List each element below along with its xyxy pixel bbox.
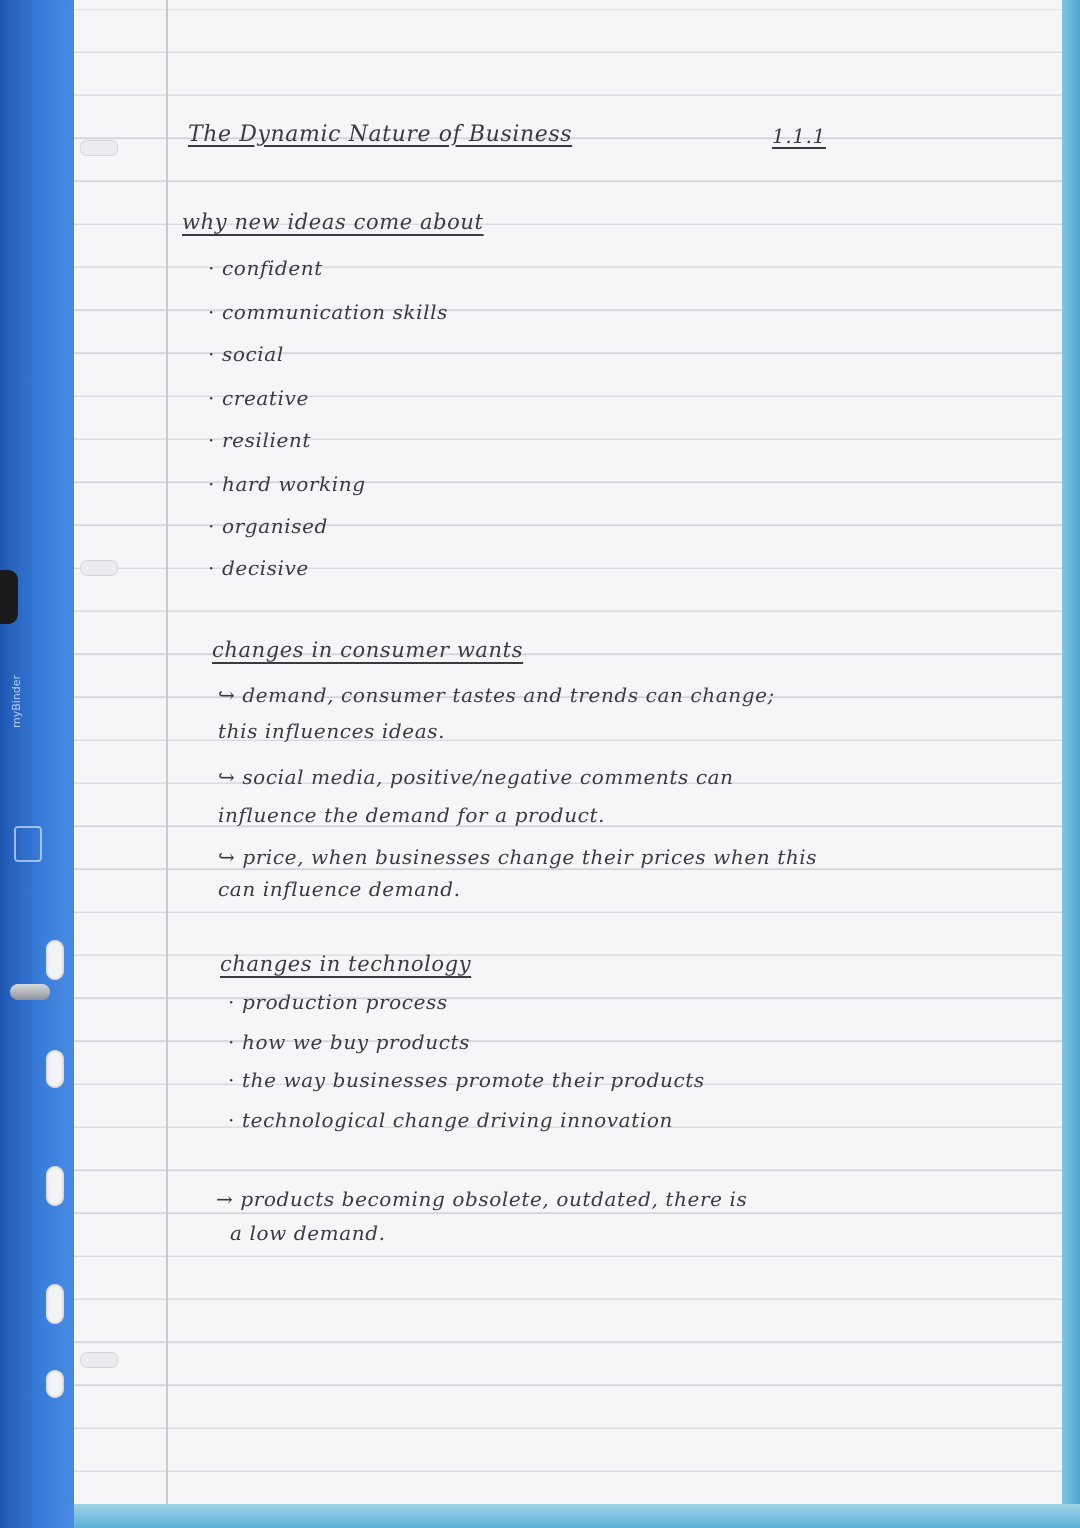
bullet-icon: · (208, 472, 215, 496)
list-item-text: decisive (222, 556, 309, 580)
binder-ring-icon (10, 984, 50, 1000)
binder-brand-text: myBinder (10, 674, 23, 728)
list-item (228, 990, 448, 1014)
list-item-text: the way businesses promote their products (242, 1068, 705, 1092)
binder-hole (46, 1284, 64, 1324)
list-item-text: production process (242, 990, 448, 1014)
paragraph-line: → products becoming obsolete, outdated, there is (216, 1187, 748, 1211)
list-item (228, 1108, 673, 1132)
bullet-icon: · (228, 1068, 235, 1092)
punch-hole (80, 1352, 118, 1368)
background-edge (74, 1504, 1080, 1528)
section-heading-consumer-wants: changes in consumer wants (212, 638, 524, 662)
bullet-icon: · (208, 514, 215, 538)
list-item (208, 514, 328, 538)
binder-hole (46, 1166, 64, 1206)
list-item-text: creative (222, 386, 309, 410)
bullet-icon: · (208, 556, 215, 580)
list-item-text: technological change driving innovation (242, 1108, 673, 1132)
page-title: The Dynamic Nature of Business (188, 122, 573, 147)
bullet-icon: · (208, 300, 215, 324)
bullet-icon: · (208, 256, 215, 280)
binder-logo-icon (14, 826, 42, 862)
punch-hole (80, 560, 118, 576)
bullet-icon: · (208, 342, 215, 366)
list-item (208, 472, 366, 496)
background-edge (1062, 0, 1080, 1528)
paragraph-line: ↪ demand, consumer tastes and trends can change; (218, 683, 775, 707)
list-item-text: resilient (222, 428, 312, 452)
binder-hole (46, 1050, 64, 1088)
paragraph-line: ↪ social media, positive/negative comments can (218, 765, 734, 789)
list-item-text: confident (222, 256, 323, 280)
punch-hole (80, 140, 118, 156)
binder-hole (46, 940, 64, 980)
list-item (208, 256, 323, 280)
list-item (208, 556, 309, 580)
bullet-icon: · (208, 386, 215, 410)
bullet-icon: · (228, 1108, 235, 1132)
list-item-text: hard working (222, 472, 366, 496)
list-item (208, 386, 309, 410)
bullet-icon: · (228, 990, 235, 1014)
paragraph-line: influence the demand for a product. (218, 803, 606, 827)
list-item-text: how we buy products (242, 1030, 471, 1054)
list-item (228, 1068, 705, 1092)
list-item (208, 428, 311, 452)
bullet-icon: · (208, 428, 215, 452)
list-item-text: social (222, 342, 284, 366)
binder-hole (46, 1370, 64, 1398)
list-item-text: communication skills (222, 300, 449, 324)
bullet-icon: · (228, 1030, 235, 1054)
paragraph-line: ↪ price, when businesses change their prices when this (218, 845, 818, 869)
section-heading-new-ideas: why new ideas come about (182, 210, 484, 234)
list-item (208, 300, 448, 324)
paragraph-line: a low demand. (230, 1221, 386, 1245)
page-reference: 1.1.1 (772, 124, 826, 148)
paragraph-line: this influences ideas. (218, 719, 446, 743)
section-heading-technology: changes in technology (220, 952, 472, 976)
binder-clip (0, 570, 18, 624)
paragraph-line: can influence demand. (218, 877, 461, 901)
list-item (228, 1030, 470, 1054)
list-item-text: organised (222, 514, 328, 538)
list-item (208, 342, 284, 366)
margin-line (166, 0, 168, 1504)
